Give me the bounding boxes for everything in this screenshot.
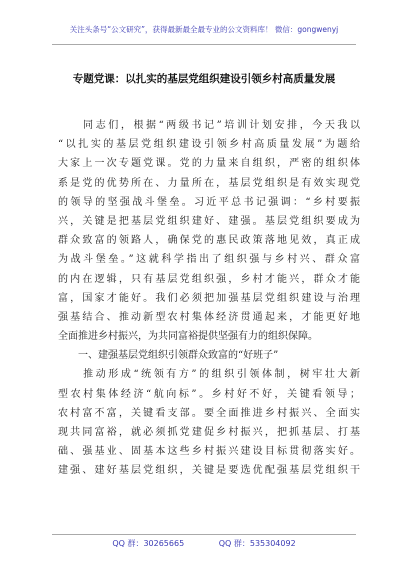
body-line: 础、强基业、固基本这些乡村振兴建设目标贯彻落实好。 [58, 446, 360, 458]
section-heading: 一、建强基层党组织引领群众致富的“好班子” [58, 350, 279, 362]
body-line: 群众致富的领路人，确保党的惠民政策落地见效，真正成 [58, 235, 360, 247]
body-line: 为战斗堡垒。”这就科学指出了组织强与乡村兴、群众富 [58, 254, 360, 266]
document-body [58, 116, 360, 481]
header-divider [52, 44, 356, 45]
body-line: 型农村集体经济“航向标”。乡村好不好，关键看领导； [58, 388, 360, 400]
body-line: 的领导的坚强战斗堡垒。习近平总书记强调：“乡村要振 [58, 196, 360, 208]
body-line: 现共同富裕，就必须抓党建促乡村振兴，把抓基层、打基 [58, 427, 360, 438]
body-line: 大家上一次专题党课。党的力量来自组织，严密的组织体 [58, 158, 360, 170]
body-line: 强基结合、推动新型农村集体经济贯通起来，才能更好地 [58, 311, 360, 323]
body-line: 农村富不富，关键看支部。要全面推进乡村振兴、全面实 [58, 407, 360, 419]
header-banner: 关注头条号“公文研究”，获得最新最全最专业的公文资料库！ 微信：gongwenyj [69, 25, 339, 34]
body-line: 的内在逻辑，只有基层党组织强，乡村才能兴，群众才能 [58, 273, 360, 285]
body-line: 推动形成“统领有方”的组织引领体制，树牢壮大新 [58, 369, 360, 381]
footer-divider [52, 534, 356, 535]
body-line: 建强、建好基层党组织，关键是要选优配强基层党组织干 [58, 465, 360, 477]
document-title: 专题党课：以扎实的基层党组织建设引领乡村高质量发展 [72, 73, 336, 85]
body-line: 同志们，根据“两级书记”培训计划安排，今天我以 [58, 120, 360, 131]
footer-qq-group-2: QQ 群：535304092 [218, 539, 296, 548]
footer-qq-group-1: QQ 群：30265665 [112, 539, 185, 548]
body-line: 兴，关键是把基层党组织建好、建强。基层党组织要成为 [58, 215, 360, 227]
body-line: 富，国家才能好。我们必须把加强基层党组织建设与治理 [58, 292, 360, 304]
body-line: 全面推进乡村振兴，为共同富裕提供坚强有力的组织保障。 [58, 331, 318, 343]
footer [0, 538, 408, 549]
body-line: “以扎实的基层党组织建设引领乡村高质量发展”为题给 [58, 139, 360, 151]
body-line: 系是党的优势所在、力量所在，基层党组织是有效实现党 [58, 177, 360, 189]
